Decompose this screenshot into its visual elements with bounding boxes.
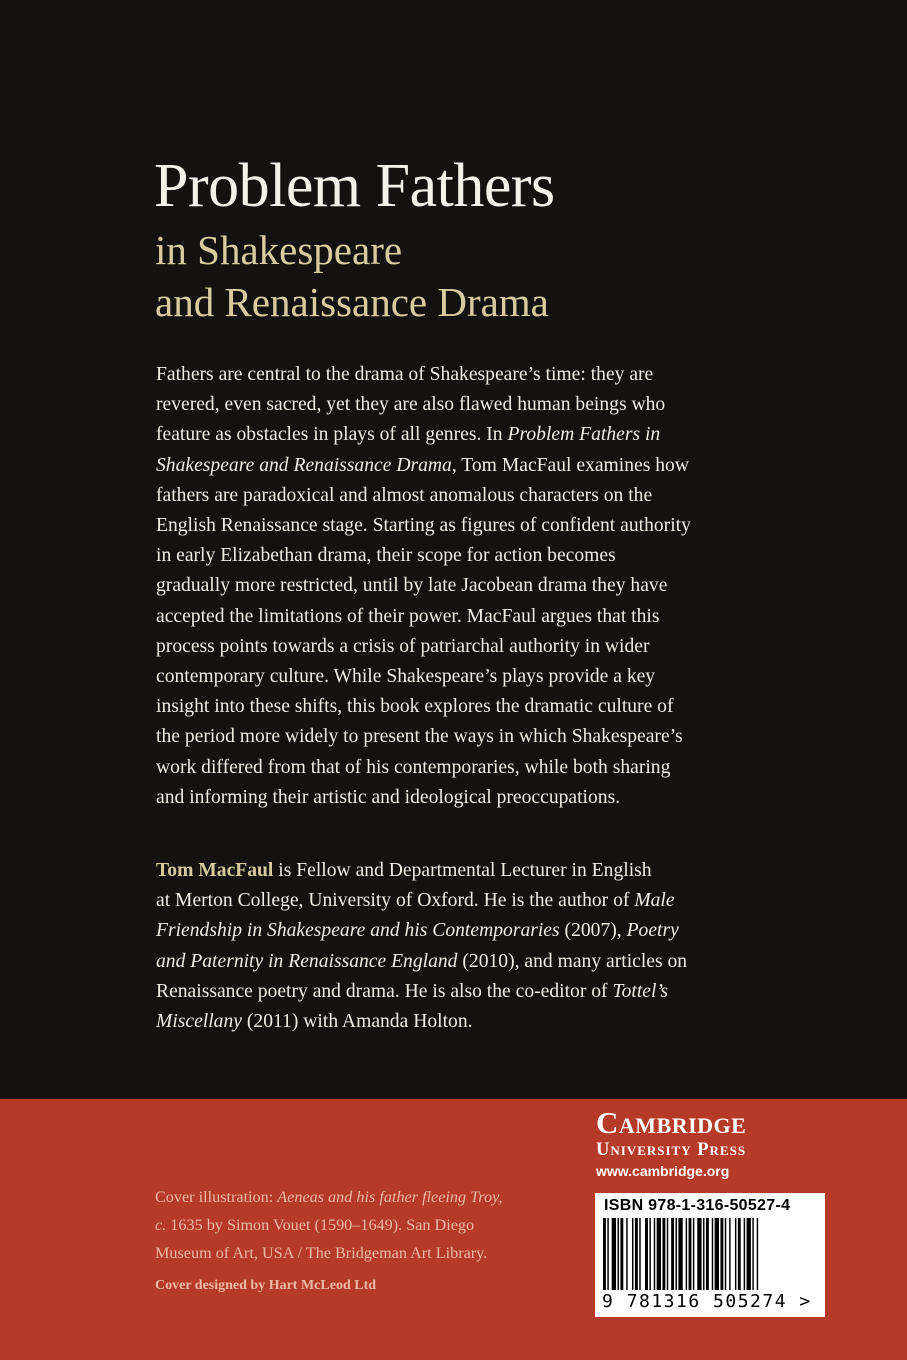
blurb-line: the period more widely to present the ways in which Shakespeare’s xyxy=(156,726,683,748)
book-subtitle xyxy=(155,224,549,328)
blurb-line: English Renaissance stage. Starting as figures of confident authority xyxy=(156,515,691,537)
blurb-line xyxy=(156,451,766,481)
credit-line xyxy=(155,1211,595,1239)
cover-credit xyxy=(155,1183,595,1267)
barcode-bar xyxy=(747,1218,751,1290)
barcode-bar xyxy=(703,1218,704,1290)
bio-text: is Fellow and Departmental Lecturer in English xyxy=(273,860,652,881)
blurb-line: in early Elizabethan drama, their scope for action becomes xyxy=(156,545,616,567)
publisher-subtitle: University Press xyxy=(596,1140,747,1160)
barcode-bar xyxy=(635,1218,638,1290)
subtitle-line-1: in Shakespeare xyxy=(155,227,403,273)
bio-title-italic: Poetry xyxy=(626,920,679,942)
bio-title-italic: Male xyxy=(634,890,675,912)
barcode-bar xyxy=(671,1218,674,1290)
blurb-line: and informing their artistic and ideological preoccupations. xyxy=(156,786,621,808)
isbn-label: ISBN 978-1-316-50527-4 xyxy=(604,1197,791,1214)
blurb-line: insight into these shifts, this book explores the dramatic culture of xyxy=(156,696,674,718)
cover-designer-credit: Cover designed by Hart McLeod Ltd xyxy=(155,1278,377,1293)
barcode-bar xyxy=(686,1218,687,1290)
barcode-bar xyxy=(632,1218,633,1290)
blurb-line xyxy=(156,420,766,450)
barcode-bar xyxy=(654,1218,655,1290)
barcode-bar xyxy=(618,1218,619,1290)
bio-title-italic: Friendship in Shakespeare and his Contemporaries xyxy=(156,920,560,942)
bio-line xyxy=(156,977,766,1007)
barcode-digits: 9 781316 505274 > xyxy=(602,1291,812,1312)
barcode-bar xyxy=(607,1218,608,1290)
blurb-text: , Tom MacFaul examines how xyxy=(451,454,690,476)
blurb-title-italic: Shakespeare and Renaissance Drama xyxy=(156,454,452,476)
barcode-bar xyxy=(725,1218,726,1290)
bio-line xyxy=(156,916,766,946)
barcode-bar xyxy=(667,1218,668,1290)
barcode-bar xyxy=(693,1218,694,1290)
credit-circa: c. xyxy=(155,1216,167,1234)
book-description xyxy=(156,360,766,813)
barcode-bar xyxy=(712,1218,713,1290)
barcode-bar xyxy=(676,1218,677,1290)
author-name: Tom MacFaul xyxy=(156,860,274,881)
barcode-bar xyxy=(757,1218,758,1290)
barcode-bar xyxy=(729,1218,730,1290)
barcode-bar xyxy=(612,1218,616,1290)
bio-line xyxy=(156,1007,766,1037)
blurb-line: process points towards a crisis of patriarchal authority in wider xyxy=(156,635,650,657)
blurb-line: gradually more restricted, until by late Jacobean drama they have xyxy=(156,575,668,597)
bio-line xyxy=(156,886,766,916)
publisher-url: www.cambridge.org xyxy=(596,1163,730,1179)
barcode-bar xyxy=(620,1218,623,1290)
credit-artwork: Aeneas and his father fleeing Troy, xyxy=(277,1188,503,1206)
credit-prefix: Cover illustration: xyxy=(155,1188,278,1206)
barcode-bar xyxy=(678,1218,682,1290)
barcode-bar xyxy=(645,1218,648,1290)
credit-text: 1635 by Simon Vouet (1590–1649). San Diego xyxy=(166,1216,475,1234)
barcode-bar xyxy=(603,1218,606,1290)
barcode-bar xyxy=(689,1218,692,1290)
blurb-line: accepted the limitations of their power. MacFaul argues that this xyxy=(156,605,660,627)
bio-text: Renaissance poetry and drama. He is also the co-editor of xyxy=(156,980,613,1002)
barcode-bar xyxy=(697,1218,701,1290)
barcode-bar xyxy=(720,1218,723,1290)
credit-line xyxy=(155,1183,595,1211)
blurb-line: revered, even sacred, yet they are also flawed human beings who xyxy=(156,394,666,416)
barcode-bar xyxy=(626,1218,627,1290)
barcode-bar xyxy=(744,1218,745,1290)
blurb-title-italic: Problem Fathers in xyxy=(507,424,661,446)
barcode-bar xyxy=(649,1218,650,1290)
barcode-bar xyxy=(706,1218,709,1290)
barcode-bar xyxy=(738,1218,741,1290)
bio-title-italic: Miscellany xyxy=(156,1011,242,1033)
bio-text: (2010), and many articles on xyxy=(457,950,688,972)
author-bio xyxy=(156,856,766,1037)
book-title: Problem Fathers xyxy=(154,152,555,220)
barcode-bar xyxy=(715,1218,719,1290)
bio-text: (2007), xyxy=(559,920,627,942)
isbn-barcode xyxy=(595,1193,825,1317)
barcode-bar xyxy=(752,1218,753,1290)
blurb-line: contemporary culture. While Shakespeare’s plays provide a key xyxy=(156,666,656,688)
bio-title-italic: Tottel’s xyxy=(612,980,669,1002)
barcode-bar xyxy=(662,1218,665,1290)
barcode-bars xyxy=(603,1218,817,1290)
bio-line xyxy=(156,947,766,977)
barcode-bar xyxy=(639,1218,640,1290)
bio-text: at Merton College, University of Oxford. He is the author of xyxy=(156,890,635,912)
blurb-text: feature as obstacles in plays of all genres. In xyxy=(156,424,508,446)
barcode-bar xyxy=(735,1218,736,1290)
subtitle-line-2: and Renaissance Drama xyxy=(155,279,549,325)
barcode-bar xyxy=(657,1218,661,1290)
publisher-logo xyxy=(596,1106,826,1182)
bio-title-italic: and Paternity in Renaissance England xyxy=(156,950,458,972)
blurb-line: work differed from that of his contemporaries, while both sharing xyxy=(156,756,671,778)
credit-line: Museum of Art, USA / The Bridgeman Art Library. xyxy=(155,1244,488,1262)
blurb-line: Fathers are central to the drama of Shakespeare’s time: they are xyxy=(156,364,654,385)
publisher-name: Cambridge xyxy=(596,1105,747,1140)
blurb-line: fathers are paradoxical and almost anomalous characters on the xyxy=(156,484,653,506)
bio-text: (2011) with Amanda Holton. xyxy=(241,1011,473,1033)
bio-line xyxy=(156,856,766,886)
